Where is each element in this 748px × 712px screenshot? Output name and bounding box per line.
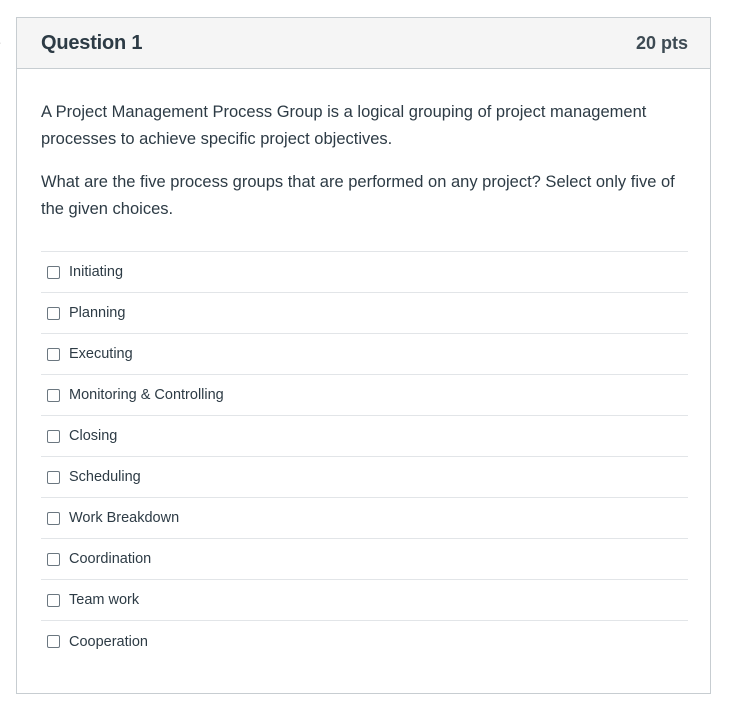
answer-label: Monitoring & Controlling	[69, 387, 224, 403]
question-paragraph: What are the five process groups that are performed on any project? Select only five of the given choices.	[41, 173, 675, 218]
answer-option[interactable]	[41, 416, 688, 457]
question-paragraph: A Project Management Process Group is a logical grouping of project management processes to achieve specific project objectives.	[41, 103, 647, 148]
answer-label: Cooperation	[69, 633, 148, 650]
answer-option[interactable]	[41, 252, 688, 293]
answer-option[interactable]	[41, 334, 688, 375]
answer-option[interactable]	[41, 375, 688, 416]
checkbox-icon[interactable]	[47, 389, 60, 402]
answer-label: Work Breakdown	[69, 510, 180, 526]
checkbox-icon[interactable]	[47, 348, 60, 361]
checkbox-icon[interactable]	[47, 512, 60, 525]
answer-label: Scheduling	[69, 469, 141, 485]
checkbox-icon[interactable]	[47, 553, 60, 566]
checkbox-icon[interactable]	[47, 266, 60, 279]
answer-option[interactable]	[41, 498, 688, 539]
answer-list	[41, 251, 688, 662]
question-header	[17, 18, 710, 69]
question-card	[16, 17, 711, 694]
answer-option[interactable]	[41, 621, 688, 662]
question-text	[41, 99, 688, 223]
checkbox-icon[interactable]	[47, 307, 60, 320]
checkbox-icon[interactable]	[47, 594, 60, 607]
question-points: 20 pts	[635, 32, 688, 53]
checkbox-icon[interactable]	[47, 430, 60, 443]
answer-option[interactable]	[41, 293, 688, 334]
question-body	[17, 69, 710, 662]
chevron-right-icon[interactable]	[0, 30, 8, 54]
answer-label: Team work	[69, 592, 140, 608]
answer-option[interactable]	[41, 580, 688, 621]
checkbox-icon[interactable]	[47, 635, 60, 648]
answer-option[interactable]	[41, 539, 688, 580]
answer-option[interactable]	[41, 457, 688, 498]
answer-label: Executing	[69, 346, 133, 362]
checkbox-icon[interactable]	[47, 471, 60, 484]
answer-label: Initiating	[69, 264, 124, 280]
question-title: Question 1	[41, 31, 143, 54]
answer-label: Coordination	[69, 551, 152, 567]
answer-label: Closing	[69, 428, 118, 444]
answer-label: Planning	[69, 305, 126, 321]
